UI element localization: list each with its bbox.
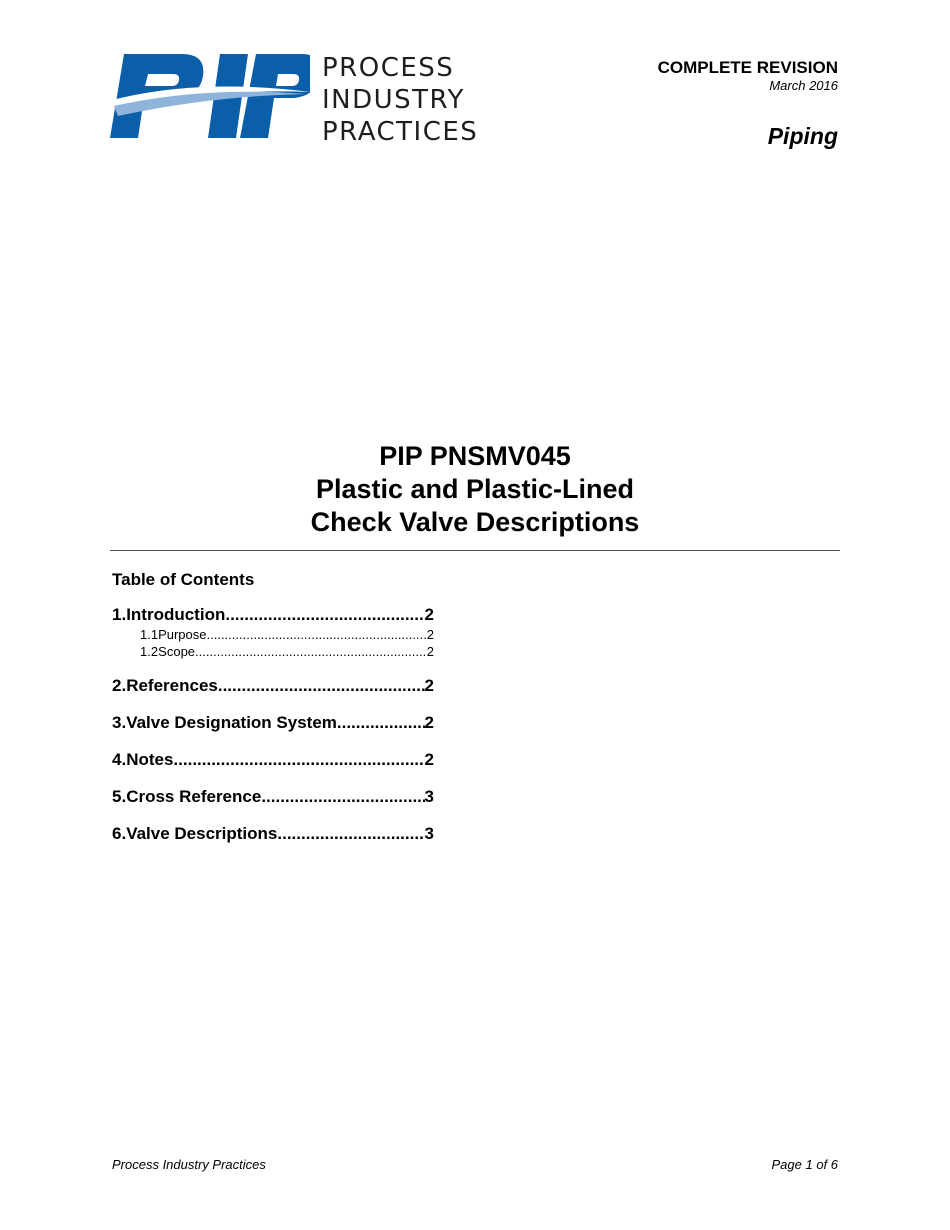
toc-leader bbox=[277, 824, 424, 844]
toc-number: 1.1 bbox=[140, 627, 159, 642]
toc-leader bbox=[337, 713, 425, 733]
toc-leader bbox=[261, 787, 424, 807]
toc-number: 3. bbox=[112, 713, 127, 732]
divider bbox=[110, 550, 840, 551]
toc-title: Notes bbox=[126, 750, 174, 769]
toc-entry[interactable] bbox=[112, 605, 434, 627]
toc-page: 3 bbox=[424, 824, 434, 843]
toc-number: 4. bbox=[112, 750, 127, 769]
toc-leader bbox=[218, 676, 425, 696]
title-line: Plastic and Plastic-Lined bbox=[315, 474, 635, 504]
toc-entry[interactable] bbox=[112, 787, 434, 809]
toc-page: 2 bbox=[426, 644, 434, 659]
toc-entry[interactable] bbox=[112, 824, 434, 846]
toc-title: Purpose bbox=[158, 627, 207, 642]
revision-title: COMPLETE REVISION bbox=[657, 58, 838, 77]
toc-number: 1. bbox=[112, 605, 127, 624]
toc-number: 6. bbox=[112, 824, 127, 843]
toc-entry[interactable] bbox=[112, 713, 434, 735]
toc-number: 1.2 bbox=[140, 644, 159, 659]
toc-page: 2 bbox=[424, 676, 434, 695]
title-line: PIP PNSMV045 bbox=[379, 441, 571, 471]
toc-leader bbox=[195, 644, 427, 659]
toc-title: Scope bbox=[158, 644, 196, 659]
toc-leader bbox=[173, 750, 424, 770]
toc-entry[interactable] bbox=[112, 676, 434, 698]
revision-block bbox=[658, 58, 838, 94]
toc-heading: Table of Contents bbox=[112, 570, 255, 589]
toc-leader bbox=[207, 627, 427, 642]
toc-entry[interactable] bbox=[112, 750, 434, 772]
title-line: Check Valve Descriptions bbox=[310, 507, 640, 537]
footer-publisher: Process Industry Practices bbox=[112, 1157, 266, 1172]
toc-subentry[interactable] bbox=[112, 644, 434, 661]
footer-page-number: Page 1 of 6 bbox=[771, 1157, 838, 1172]
revision-date: March 2016 bbox=[769, 78, 838, 93]
toc-number: 2. bbox=[112, 676, 127, 695]
table-of-contents bbox=[112, 605, 434, 846]
toc-leader bbox=[225, 605, 424, 625]
toc-title: Cross Reference bbox=[126, 787, 262, 806]
toc-number: 5. bbox=[112, 787, 127, 806]
pip-logo-icon bbox=[110, 52, 310, 144]
toc-title: Introduction bbox=[126, 605, 226, 624]
logo-word: PROCESS bbox=[322, 53, 455, 83]
document-title bbox=[0, 440, 950, 539]
toc-title: Valve Designation System bbox=[126, 713, 337, 732]
logo-word: INDUSTRY bbox=[322, 85, 465, 115]
logo-word: PRACTICES bbox=[322, 117, 479, 147]
pip-logo bbox=[110, 52, 480, 147]
toc-page: 2 bbox=[424, 713, 434, 732]
toc-page: 2 bbox=[426, 627, 434, 642]
toc-page: 2 bbox=[424, 605, 434, 624]
toc-page: 2 bbox=[424, 750, 434, 769]
toc-subentry[interactable] bbox=[112, 627, 434, 644]
toc-title: References bbox=[126, 676, 218, 695]
category-label: Piping bbox=[767, 123, 838, 149]
toc-title: Valve Descriptions bbox=[126, 824, 278, 843]
logo-wordmark bbox=[322, 52, 478, 148]
toc-page: 3 bbox=[424, 787, 434, 806]
